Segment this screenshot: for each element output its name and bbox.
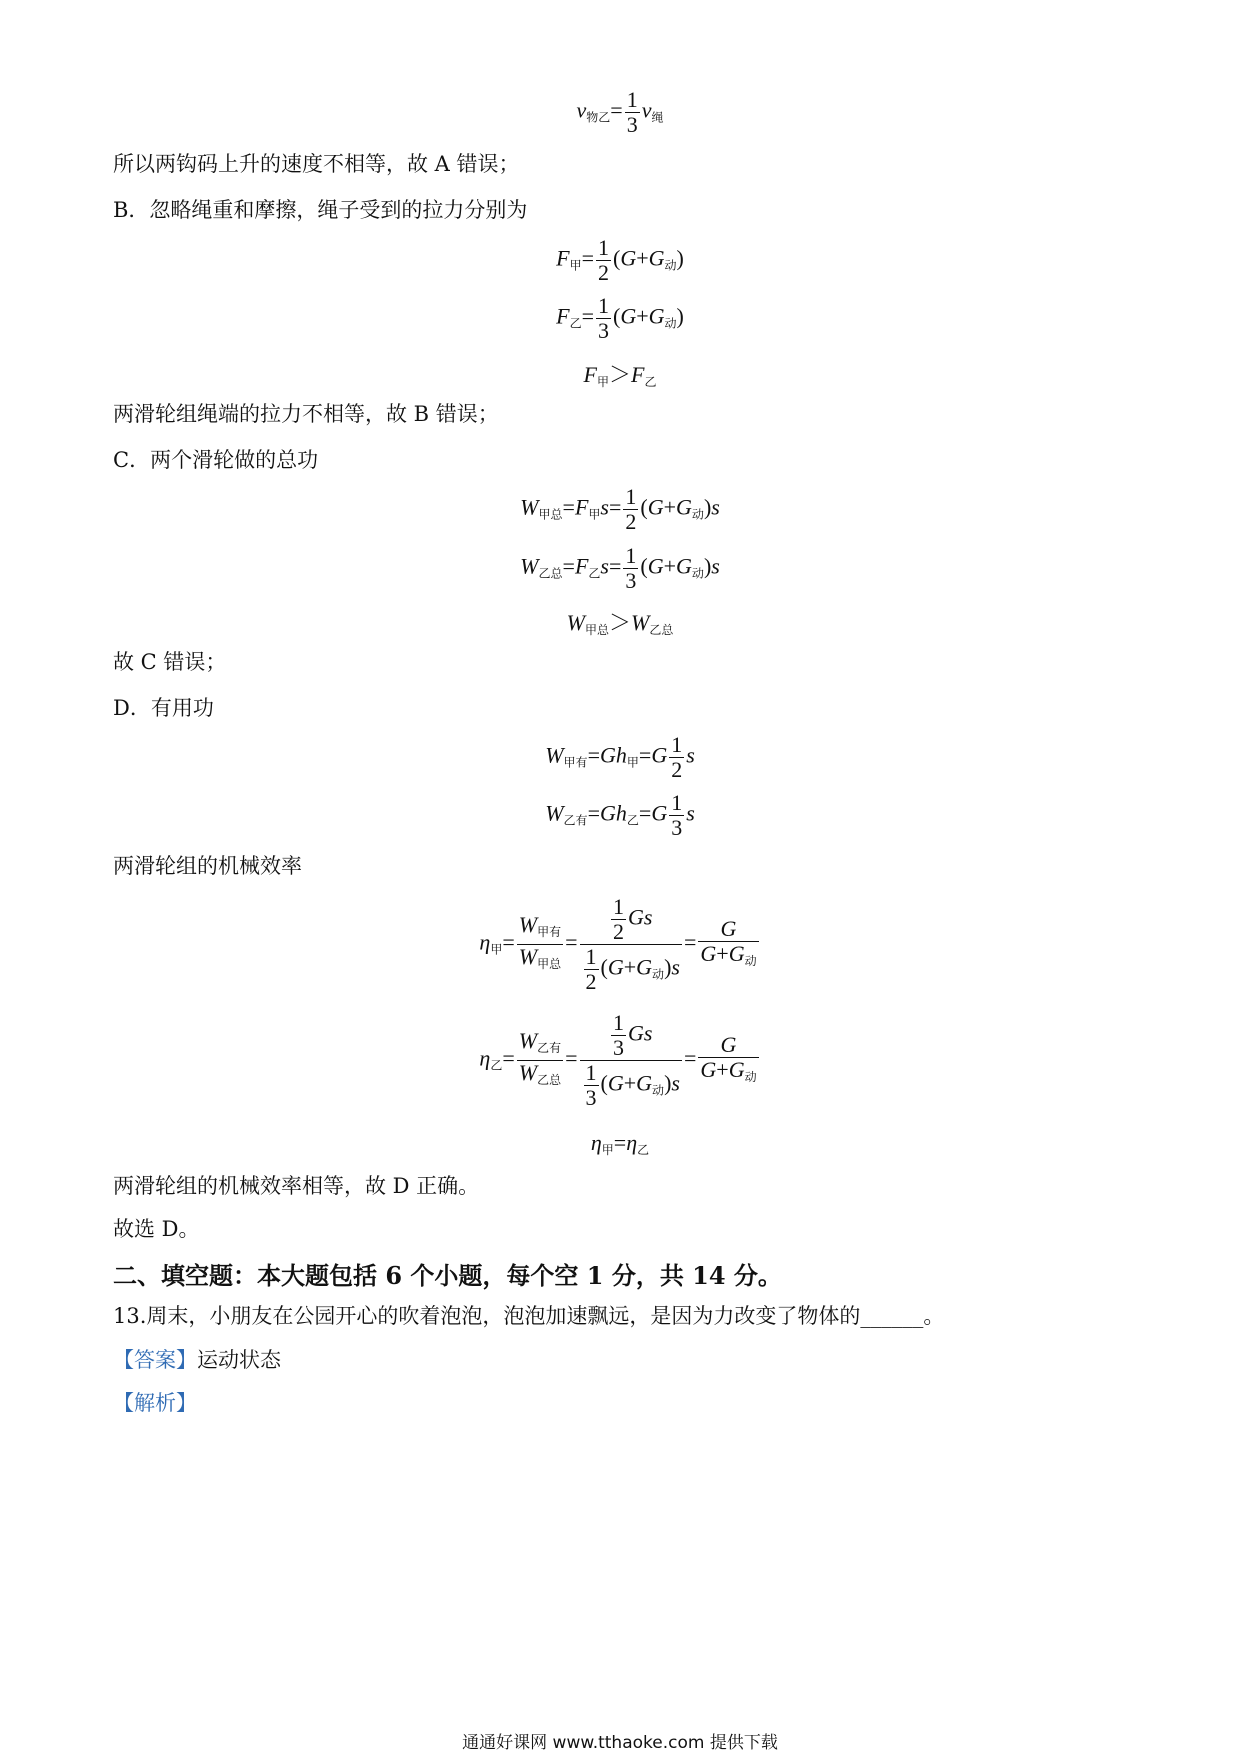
text-b-intro: B．忽略绳重和摩擦，绳子受到的拉力分别为 bbox=[113, 198, 528, 222]
text-d-conclusion: 两滑轮组的机械效率相等，故 D 正确。 bbox=[113, 1174, 480, 1198]
formula-eta-yi: $\eta_乙=$ $\frac{W_{乙有}}{W_{乙总}}$ = $\frac{1}{3}$ Gs $\frac{1}{3}$ $(G+G_动)s$ = $\frac{G}{G+G_动}$ bbox=[479, 1010, 757, 1110]
text-choice: 故选 D。 bbox=[113, 1217, 200, 1241]
formula-eta-compare: $\eta_甲=\eta_乙$ bbox=[590, 1130, 650, 1157]
formula-f-compare: $F_甲>F_乙$ bbox=[583, 362, 657, 389]
text-a-conclusion: 所以两钩码上升的速度不相等，故 A 错误； bbox=[113, 152, 520, 176]
text-c-intro: C．两个滑轮做的总功 bbox=[113, 448, 319, 472]
formula-w-compare: $W_{甲总}>W_{乙总}$ bbox=[566, 610, 674, 637]
section-heading: 二、填空题：本大题包括 6 个小题，每个空 1 分，共 14 分。 bbox=[113, 1261, 782, 1290]
text-efficiency-intro: 两滑轮组的机械效率 bbox=[113, 854, 302, 878]
answer-tag: 【答案】 bbox=[113, 1348, 197, 1372]
formula-w-jia-useful: $W_{甲有}=Gh_甲=G$ $\frac{1}{2}$ s bbox=[545, 732, 695, 782]
analysis-tag: 【解析】 bbox=[113, 1391, 197, 1415]
formula-w-jia-total: $W_{甲总}=F_甲s=$ $\frac{1}{2}$ $(G+G_动)s$ bbox=[520, 484, 720, 534]
footer-source: 通通好课网 www.tthaoke.com 提供下载 bbox=[462, 1733, 778, 1753]
formula-v-rope: $v_{物乙}=$ $\frac{1}{3}$ $v_绳$ bbox=[576, 87, 664, 137]
formula-w-yi-total: $W_{乙总}=F_乙s=$ $\frac{1}{3}$ $(G+G_动)s$ bbox=[520, 543, 720, 593]
formula-f-jia: $F_甲=$ $\frac{1}{2}$ $(G+G_动)$ bbox=[556, 235, 684, 285]
answer-value: 运动状态 bbox=[197, 1348, 281, 1372]
question-13: 13.周末，小朋友在公园开心的吹着泡泡，泡泡加速飘远，是因为力改变了物体的______。 bbox=[113, 1304, 945, 1328]
formula-f-yi: $F_乙=$ $\frac{1}{3}$ $(G+G_动)$ bbox=[556, 293, 684, 343]
formula-w-yi-useful: $W_{乙有}=Gh_乙=G$ $\frac{1}{3}$ s bbox=[545, 790, 695, 840]
text-d-intro: D．有用功 bbox=[113, 696, 214, 720]
text-b-conclusion: 两滑轮组绳端的拉力不相等，故 B 错误； bbox=[113, 402, 499, 426]
text-c-conclusion: 故 C 错误； bbox=[113, 650, 227, 674]
answer-line bbox=[113, 1346, 281, 1374]
formula-eta-jia: $\eta_甲=$ $\frac{W_{甲有}}{W_{甲总}}$ = $\frac{1}{2}$ Gs $\frac{1}{2}$ $(G+G_动)s$ = $\frac{G}{G+G_动}$ bbox=[479, 894, 757, 994]
